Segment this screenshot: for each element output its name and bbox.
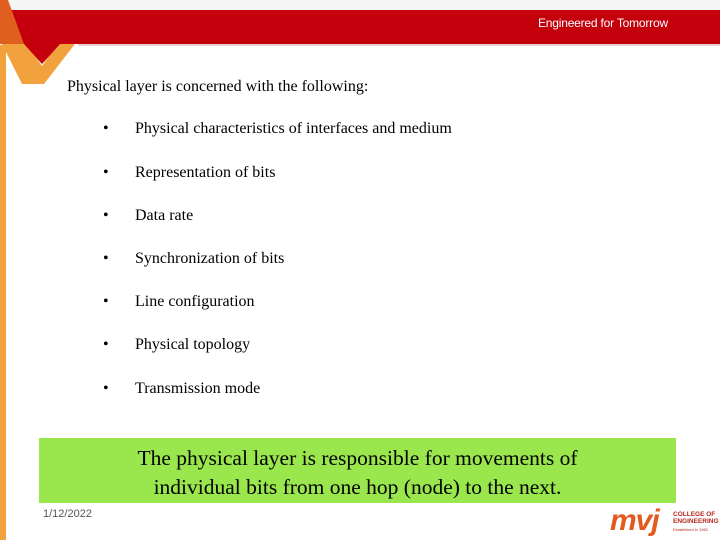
header-tagline: Engineered for Tomorrow — [538, 16, 668, 30]
bullet-text: Line configuration — [135, 293, 255, 310]
logo-mark: mvj — [610, 504, 659, 537]
college-logo — [610, 506, 720, 540]
bullet-text: Physical topology — [135, 336, 251, 353]
bullet-icon: • — [103, 164, 109, 181]
bullet-icon: • — [103, 293, 109, 310]
logo-college-name — [673, 511, 719, 525]
header-shadow — [78, 44, 720, 46]
bullet-icon: • — [103, 380, 109, 397]
bullet-icon: • — [103, 120, 109, 137]
summary-callout — [39, 438, 676, 503]
logo-line-2: ENGINEERING — [673, 518, 719, 525]
red-top-edge — [0, 0, 720, 10]
summary-line-1: The physical layer is responsible for movements of — [137, 446, 578, 470]
bullet-text: Physical characteristics of interfaces and medium — [135, 120, 452, 137]
orange-left-bar — [0, 45, 6, 540]
bullet-text: Synchronization of bits — [135, 250, 285, 267]
logo-line-1: COLLEGE OF — [673, 511, 716, 518]
summary-text — [39, 444, 676, 502]
bullet-icon: • — [103, 207, 109, 224]
logo-established: Established in 1982 — [673, 527, 708, 532]
bullet-text: Representation of bits — [135, 164, 276, 181]
bullet-text: Transmission mode — [135, 380, 261, 397]
bullet-text: Data rate — [135, 207, 194, 224]
slide-date: 1/12/2022 — [43, 508, 92, 520]
summary-line-2: individual bits from one hop (node) to the next. — [153, 475, 562, 499]
bullet-icon: • — [103, 336, 109, 353]
bullet-icon: • — [103, 250, 109, 267]
slide-intro-heading: Physical layer is concerned with the following: — [67, 78, 369, 95]
